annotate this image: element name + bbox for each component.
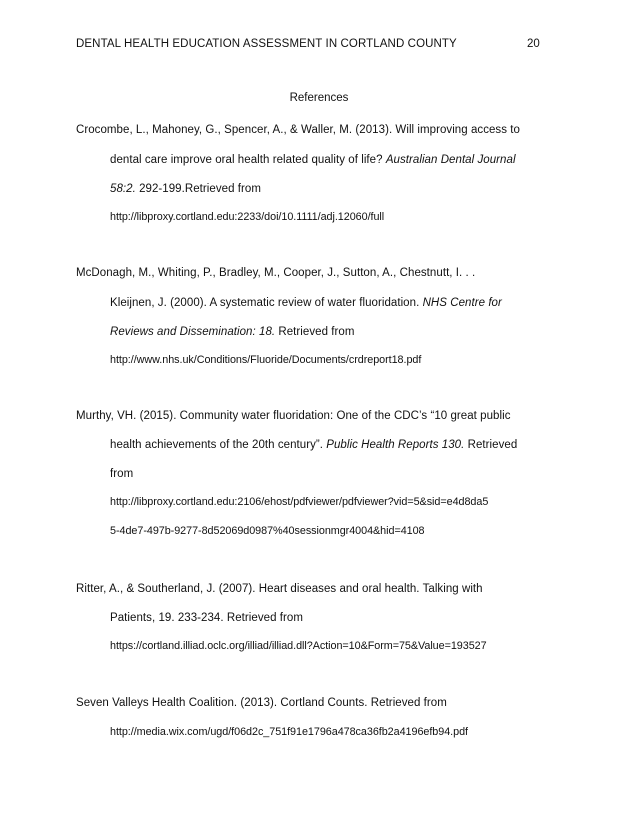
reference-line: Patients, 19. 233-234. Retrieved from: [110, 612, 303, 624]
reference-url: http://www.nhs.uk/Conditions/Fluoride/Documents/crdreport18.pdf: [110, 354, 422, 366]
reference-line: health achievements of the 20th century”. Public Health Reports 130. Retrieved: [110, 439, 518, 451]
reference-url: 5-4de7-497b-9277-8d52069d0987%40sessionmgr4004&hid=4108: [110, 525, 425, 537]
reference-line: Kleijnen, J. (2000). A systematic review of water fluoridation. NHS Centre for: [110, 297, 502, 309]
reference-url: http://libproxy.cortland.edu:2106/ehost/pdfviewer/pdfviewer?vid=5&sid=e4d8da5: [110, 496, 489, 508]
reference-line: Murthy, VH. (2015). Community water fluoridation: One of the CDC’s “10 great public: [76, 410, 511, 422]
reference-line: Seven Valleys Health Coalition. (2013). Cortland Counts. Retrieved from: [76, 697, 447, 709]
reference-line: Reviews and Dissemination: 18. Retrieved from: [110, 326, 355, 338]
reference-line: from: [110, 468, 134, 480]
running-head: DENTAL HEALTH EDUCATION ASSESSMENT IN CORTLAND COUNTY: [76, 38, 457, 50]
references-title: References: [289, 92, 349, 104]
reference-url: http://media.wix.com/ugd/f06d2c_751f91e1796a478ca36fb2a4196efb94.pdf: [110, 726, 468, 738]
reference-line: McDonagh, M., Whiting, P., Bradley, M., Cooper, J., Sutton, A., Chestnutt, I. . .: [76, 267, 476, 279]
page-number: 20: [527, 38, 540, 50]
reference-url: http://libproxy.cortland.edu:2233/doi/10.1111/adj.12060/full: [110, 211, 385, 223]
reference-line: Ritter, A., & Southerland, J. (2007). Heart diseases and oral health. Talking with: [76, 583, 483, 595]
reference-line: dental care improve oral health related quality of life? Australian Dental Journal: [110, 154, 516, 166]
reference-line: Crocombe, L., Mahoney, G., Spencer, A., & Waller, M. (2013). Will improving access to: [76, 124, 520, 136]
reference-line: 58:2. 292-199.Retrieved from: [110, 183, 261, 195]
reference-url: https://cortland.illiad.oclc.org/illiad/illiad.dll?Action=10&Form=75&Value=193527: [110, 640, 487, 652]
